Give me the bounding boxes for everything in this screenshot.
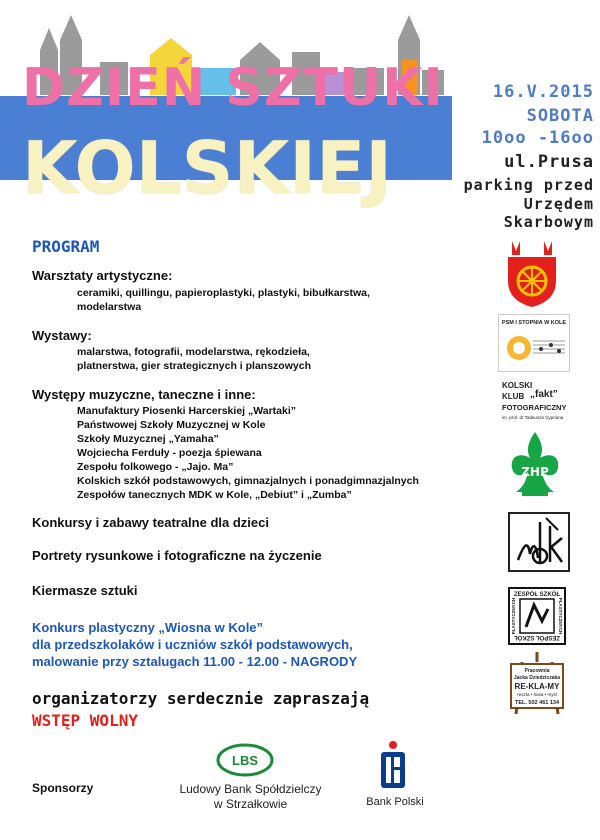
psm-logo-icon (499, 315, 569, 371)
event-day: SOBOTA (526, 106, 594, 126)
event-street: ul.Prusa (504, 152, 594, 172)
svg-text:KLUB: KLUB (502, 392, 525, 401)
lbs-name-1: Ludowy Bank Spółdzielczy (179, 782, 322, 796)
lbs-logo-text: LBS (232, 753, 258, 768)
free-entry: WSTĘP WOLNY (32, 711, 138, 730)
title-line1 (22, 58, 444, 118)
kolo-coat-of-arms (504, 239, 560, 309)
svg-text:„fakt”: „fakt” (530, 389, 558, 400)
performances-line: Zespołów tanecznych MDK w Kole, „Debiut” i „Zumba” (77, 489, 352, 501)
pko-logo-icon (376, 739, 410, 791)
lbs-logo-icon (215, 742, 275, 778)
svg-text:reszta • hasa • myśl: reszta • hasa • myśl (517, 692, 557, 697)
svg-text:FOTOGRAFICZNY: FOTOGRAFICZNY (502, 403, 567, 412)
svg-text:PLASTYCZNYCH: PLASTYCZNYCH (511, 597, 516, 635)
performances-line: Szkoły Muzycznej „Yamaha” (77, 433, 219, 445)
mdk-logo (508, 512, 570, 572)
pko-name: Bank Polski (366, 796, 424, 808)
workshops-line: ceramiki, quillingu, papieroplastyki, plastyki, bibułkarstwa, (77, 287, 370, 299)
psm-logo (498, 314, 570, 372)
header-banner (0, 0, 600, 235)
zsp-logo-icon (508, 587, 566, 645)
svg-text:Jacka Dziedziczaka: Jacka Dziedziczaka (513, 675, 561, 681)
performances-line: Wojciecha Ferduły - poezja śpiewana (77, 447, 262, 459)
svg-text:PLASTYCZNYCH: PLASTYCZNYCH (558, 597, 563, 635)
lbs-name-2: w Strzałkowie (213, 797, 288, 811)
sponsors-label: Sponsorzy (32, 781, 94, 795)
svg-text:RE-KLA-MY: RE-KLA-MY (514, 682, 560, 691)
exhibitions-title: Wystawy: (32, 328, 92, 343)
workshops-line: modelarstwa (77, 301, 142, 313)
svg-text:TEL. 502 461 134: TEL. 502 461 134 (514, 700, 560, 706)
performances-line: Zespołu folkowego - „Jajo. Ma” (77, 461, 234, 473)
program-heading: PROGRAM (32, 237, 100, 256)
mdk-logo-icon (510, 514, 568, 570)
coat-of-arms-icon (504, 239, 560, 309)
fair-line: Kiermasze sztuki (32, 583, 138, 598)
workshops-title: Warsztaty artystyczne: (32, 268, 173, 283)
svg-text:KOLSKI: KOLSKI (502, 381, 533, 390)
performances-line: Kolskich szkół podstawowych, gimnazjalnych i ponadgimnazjalnych (77, 475, 419, 487)
svg-text:ZESPÓŁ SZKÓŁ: ZESPÓŁ SZKÓŁ (513, 592, 561, 598)
event-date: 16.V.2015 (492, 82, 594, 102)
svg-text:PSM I STOPNIA W KOLE: PSM I STOPNIA W KOLE (501, 320, 567, 326)
art-contest-line-3: malowanie przy sztalugach 11.00 - 12.00 - NAGRODY (32, 654, 358, 669)
svg-text:Pracownia: Pracownia (524, 668, 550, 674)
contests-line: Konkursy i zabawy teatralne dla dzieci (32, 515, 269, 530)
easel-icon (506, 650, 568, 718)
event-place-1: parking przed (463, 176, 594, 194)
title-text-1: DZIEŃ SZTUKI (22, 58, 444, 118)
art-contest-line-1: Konkurs plastyczny „Wiosna w Kole” (32, 620, 264, 635)
portraits-line: Portrety rysunkowe i fotograficzne na życzenie (32, 548, 322, 563)
svg-text:ZESPÓŁ SZKÓŁ: ZESPÓŁ SZKÓŁ (513, 634, 561, 640)
performances-line: Manufaktury Piosenki Harcerskiej „Wartaki” (77, 405, 297, 417)
title-line2: KOLSKIEJ (22, 126, 393, 210)
exhibitions-line: platnerstwa, gier strategicznych i planszowych (77, 360, 311, 372)
performances-line: Państwowej Szkoły Muzycznej w Kole (77, 419, 266, 431)
zhp-logo (508, 430, 562, 502)
svg-text:ZHP: ZHP (521, 465, 549, 479)
fakt-club-logo (500, 378, 568, 428)
performances-title: Występy muzyczne, taneczne i inne: (32, 387, 256, 402)
invite-line: organizatorzy serdecznie zapraszają (32, 689, 370, 708)
svg-text:im. prof. dr Tadeusza Cypriana: im. prof. dr Tadeusza Cypriana (502, 415, 564, 420)
art-contest-line-2: dla przedszkolaków i uczniów szkół podstawowych, (32, 637, 353, 652)
event-place-3: Skarbowym (503, 213, 594, 231)
fakt-logo-icon (500, 378, 568, 428)
pko-logo (376, 739, 410, 791)
event-hours: 10oo -16oo (481, 128, 594, 148)
zhp-lily-icon (508, 430, 562, 502)
event-place-2: Urzędem (523, 195, 594, 213)
reklamy-logo (506, 650, 568, 718)
zsp-logo (508, 587, 566, 645)
lbs-logo (215, 742, 275, 778)
exhibitions-line: malarstwa, fotografii, modelarstwa, rękodzieła, (77, 346, 310, 358)
